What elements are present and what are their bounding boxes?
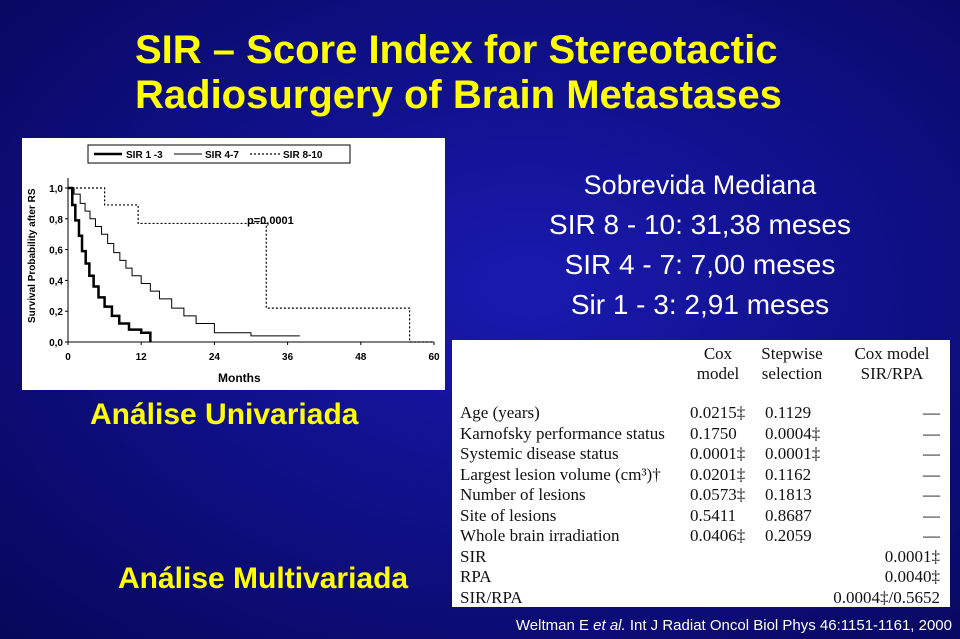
cell-stepwise: 0.8687 — [765, 505, 812, 525]
reference-etal: et al. — [593, 617, 626, 634]
cell-sir-rpa: — — [923, 485, 940, 504]
header-stepwise-line-2: selection — [761, 364, 823, 383]
row-variable: Karnofsky performance status — [460, 423, 665, 443]
legend-label-sir-8-10: SIR 8-10 — [283, 150, 323, 161]
median-survival-summary — [470, 165, 930, 325]
legend-label-sir-4-7: SIR 4-7 — [205, 150, 239, 161]
y-tick-label: 0,2 — [49, 307, 63, 319]
cell-sir-rpa: — — [923, 423, 940, 443]
y-tick-label: 0,4 — [49, 276, 63, 288]
slide-title — [135, 28, 935, 118]
header-cox-model-line-2: model — [696, 364, 740, 383]
row-variable: Whole brain irradiation — [460, 526, 620, 545]
x-tick-label: 48 — [355, 352, 367, 363]
y-axis-label: Survival Probability after RS — [27, 188, 38, 323]
cell-sir-rpa: — — [923, 505, 940, 525]
table-row — [460, 485, 946, 505]
header-sir-rpa-line-1: Cox model — [854, 344, 930, 363]
table-row — [460, 403, 946, 423]
row-variable: Largest lesion volume (cm³)† — [460, 464, 661, 484]
y-tick-label: 0,6 — [49, 245, 63, 257]
table-row — [460, 567, 946, 587]
cell-sir-rpa: 0.0040‡ — [884, 567, 940, 586]
cell-stepwise: 0.1162 — [765, 464, 812, 484]
reference-journal: Int J Radiat Oncol Biol Phys 46:1151-1161, 2000 — [625, 617, 952, 634]
x-axis-label: Months — [218, 371, 261, 385]
cell-stepwise: 0.2059 — [765, 526, 812, 545]
cell-sir-rpa: 0.0004‡/0.5652 — [833, 587, 940, 607]
header-cox-model-sir-rpa — [840, 344, 944, 384]
cell-cox-model: 0.0215‡ — [690, 403, 746, 422]
table-row — [460, 588, 946, 608]
chart-legend — [88, 145, 350, 163]
summary-line-sir-4-7: SIR 4 - 7: 7,00 meses — [564, 249, 836, 280]
x-tick-label: 36 — [282, 352, 294, 363]
table-row — [460, 506, 946, 526]
reference-citation — [516, 617, 952, 634]
header-sir-rpa-line-2: SIR/RPA — [860, 364, 924, 383]
table-row — [460, 526, 946, 546]
table-row — [460, 424, 946, 444]
cell-cox-model: 0.0573‡ — [690, 485, 746, 504]
survival-chart-svg — [22, 138, 445, 390]
header-cox-model-line-1: Cox — [703, 344, 733, 363]
x-tick-label: 12 — [135, 352, 147, 363]
cell-stepwise: 0.0001‡ — [765, 444, 821, 463]
table-row — [460, 547, 946, 567]
cell-cox-model: 0.0406‡ — [690, 526, 746, 545]
cell-stepwise: 0.0004‡ — [765, 423, 821, 443]
slide-title-line-1: SIR – Score Index for Stereotactic — [135, 28, 778, 72]
header-stepwise-selection — [752, 344, 832, 384]
series-line-sir-8-10 — [68, 188, 434, 342]
legend-label-sir-1-3: SIR 1 -3 — [126, 150, 163, 161]
cell-cox-model: 0.5411 — [690, 505, 737, 525]
row-variable: Site of lesions — [460, 505, 557, 525]
summary-line-sir-8-10: SIR 8 - 10: 31,38 meses — [549, 209, 851, 240]
summary-line-sir-1-3: Sir 1 - 3: 2,91 meses — [570, 289, 830, 320]
row-variable: Age (years) — [460, 403, 540, 422]
survival-chart — [22, 138, 445, 390]
row-variable: SIR/RPA — [460, 587, 523, 607]
x-tick-label: 0 — [65, 352, 71, 363]
multivariate-label: Análise Multivariada — [118, 562, 409, 595]
y-tick-label: 1,0 — [49, 184, 63, 195]
row-variable: Number of lesions — [460, 485, 586, 504]
series-line-sir-4-7 — [68, 188, 300, 336]
cell-sir-rpa: — — [923, 464, 940, 484]
cell-cox-model: 0.1750 — [690, 423, 737, 443]
row-variable: RPA — [460, 567, 492, 586]
y-tick-label: 0,8 — [49, 214, 63, 226]
analysis-table — [452, 340, 950, 607]
row-variable: SIR — [460, 546, 487, 566]
slide-title-line-2: Radiosurgery of Brain Metastases — [135, 73, 782, 117]
cell-sir-rpa: — — [923, 526, 940, 545]
cell-sir-rpa: — — [923, 444, 940, 463]
summary-heading: Sobrevida Mediana — [583, 170, 817, 200]
cell-cox-model: 0.0001‡ — [690, 444, 746, 463]
table-row — [460, 444, 946, 464]
cell-stepwise: 0.1129 — [765, 403, 812, 422]
reference-authors: Weltman E — [515, 617, 594, 634]
header-stepwise-line-1: Stepwise — [761, 344, 823, 363]
y-tick-label: 0,0 — [49, 338, 63, 349]
cell-sir-rpa: 0.0001‡ — [884, 546, 940, 566]
cell-stepwise: 0.1813 — [765, 485, 812, 504]
cell-cox-model: 0.0201‡ — [690, 464, 746, 484]
cell-sir-rpa: — — [923, 403, 940, 422]
row-variable: Systemic disease status — [460, 444, 619, 463]
table-row — [460, 465, 946, 485]
x-tick-label: 60 — [428, 352, 440, 363]
univariate-label: Análise Univariada — [90, 398, 359, 431]
x-tick-label: 24 — [208, 352, 220, 363]
header-cox-model — [688, 344, 748, 384]
p-value-annotation: p=0,0001 — [247, 215, 294, 227]
